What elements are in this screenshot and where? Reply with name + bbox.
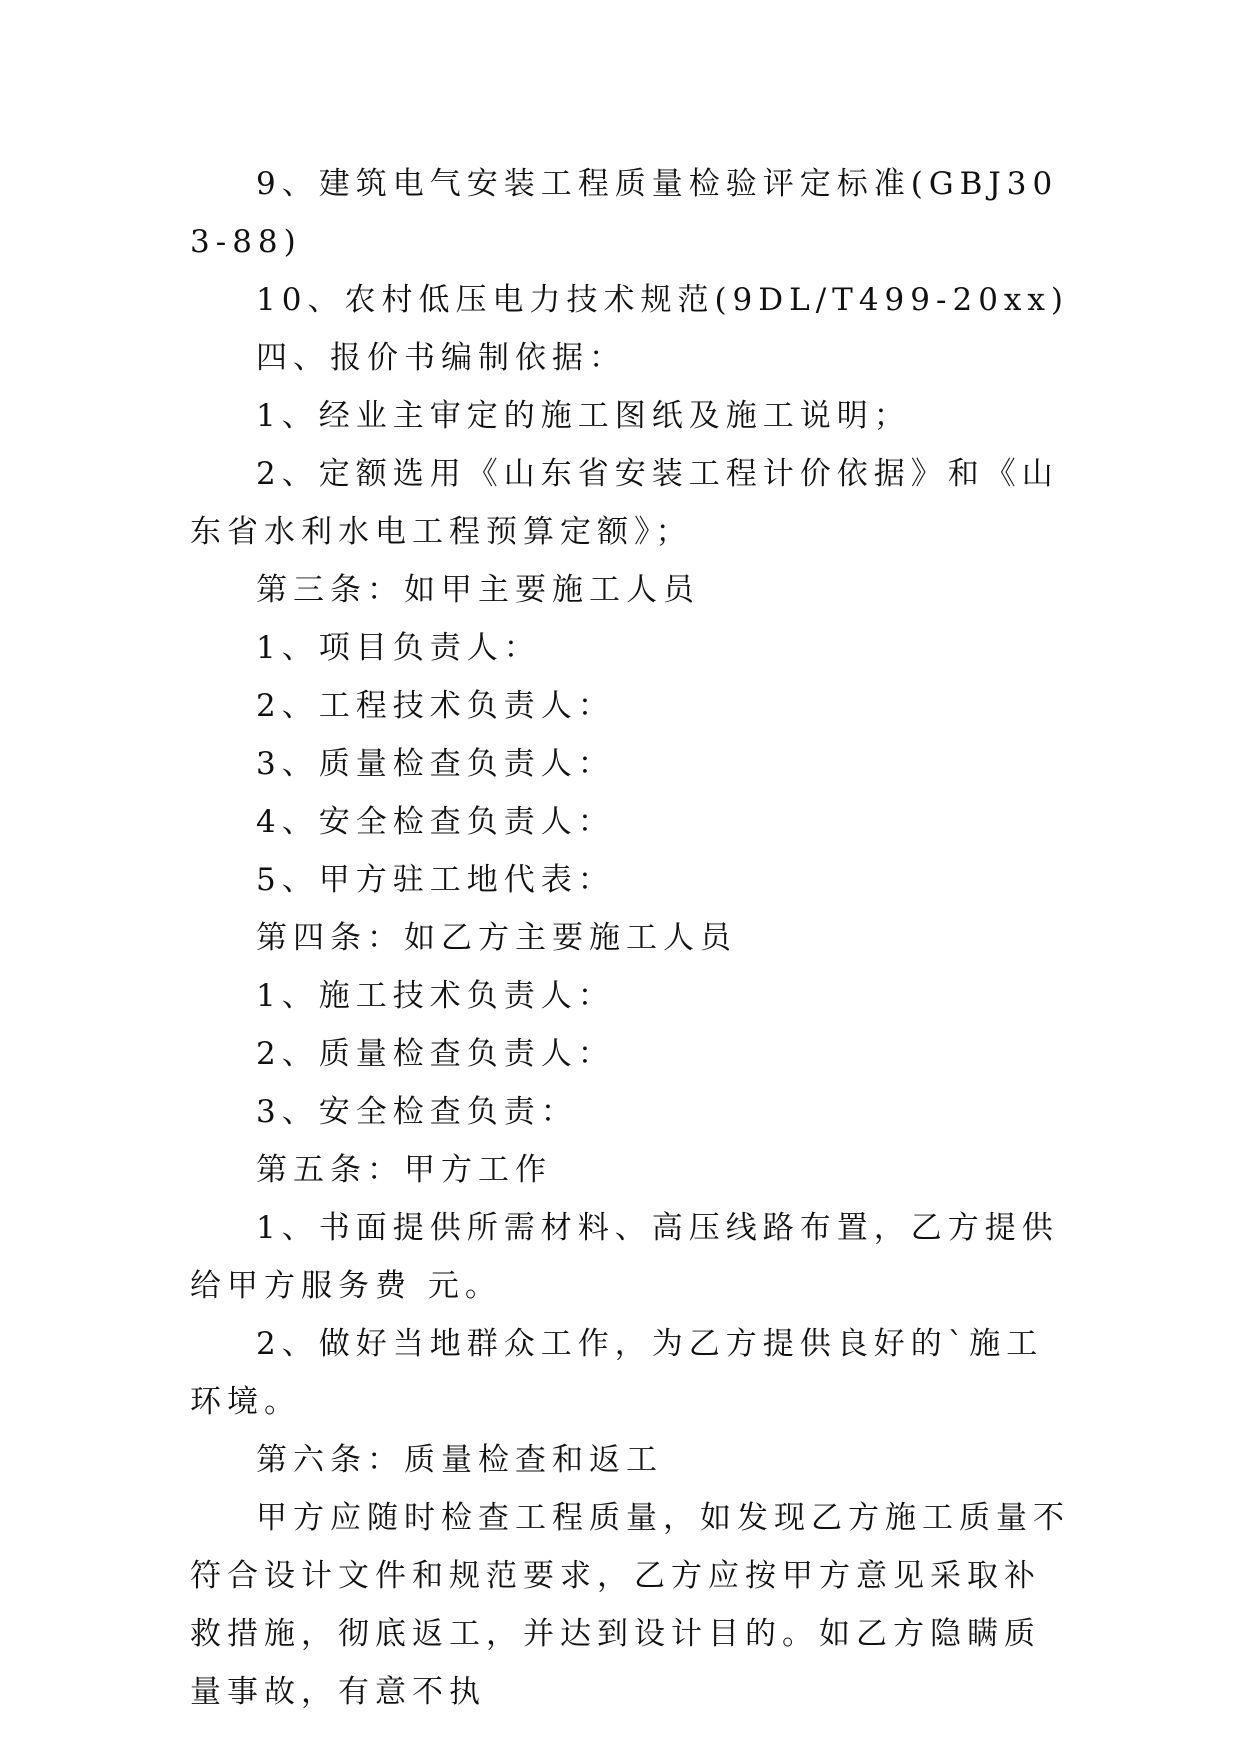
- paragraph-article-6-heading: 第六条：质量检查和返工: [256, 1442, 663, 1478]
- paragraph-party-a-staff-4: 4、安全检查负责人：: [256, 804, 615, 840]
- paragraph-standard-10: 10、农村低压电力技术规范(9DL/T499-20xx): [256, 282, 1069, 318]
- paragraph-party-b-staff-1: 1、施工技术负责人：: [256, 978, 615, 1014]
- paragraph-article-4-heading: 第四条：如乙方主要施工人员: [256, 920, 737, 956]
- paragraph-standard-9: 9、建筑电气安装工程质量检验评定标准(GBJ303-88): [190, 166, 1059, 260]
- paragraph-party-b-staff-2: 2、质量检查负责人：: [256, 1036, 615, 1072]
- paragraph-party-a-staff-1: 1、项目负责人：: [256, 630, 541, 666]
- paragraph-basis-1: 1、经业主审定的施工图纸及施工说明；: [256, 398, 911, 434]
- paragraph-section-4-heading: 四、报价书编制依据：: [256, 340, 626, 376]
- paragraph-party-b-staff-3: 3、安全检查负责：: [256, 1094, 578, 1130]
- paragraph-article-3-heading: 第三条：如甲主要施工人员: [256, 572, 700, 608]
- paragraph-party-a-duty-1: 1、书面提供所需材料、高压线路布置，乙方提供给甲方服务费 元。: [190, 1210, 1059, 1304]
- document-body: [190, 155, 1070, 1721]
- paragraph-party-a-duty-2: 2、做好当地群众工作，为乙方提供良好的`施工环境。: [190, 1326, 1044, 1420]
- paragraph-basis-2: 2、定额选用《山东省安装工程计价依据》和《山东省水利水电工程预算定额》；: [190, 456, 1059, 550]
- paragraph-party-a-staff-2: 2、工程技术负责人：: [256, 688, 615, 724]
- paragraph-quality-inspection: 甲方应随时检查工程质量，如发现乙方施工质量不符合设计文件和规范要求，乙方应按甲方意见采取补救措施，彻底返工，并达到设计目的。如乙方隐瞒质量事故，有意不执: [190, 1500, 1070, 1710]
- paragraph-party-a-staff-5: 5、甲方驻工地代表：: [256, 862, 615, 898]
- paragraph-party-a-staff-3: 3、质量检查负责人：: [256, 746, 615, 782]
- paragraph-article-5-heading: 第五条：甲方工作: [256, 1152, 552, 1188]
